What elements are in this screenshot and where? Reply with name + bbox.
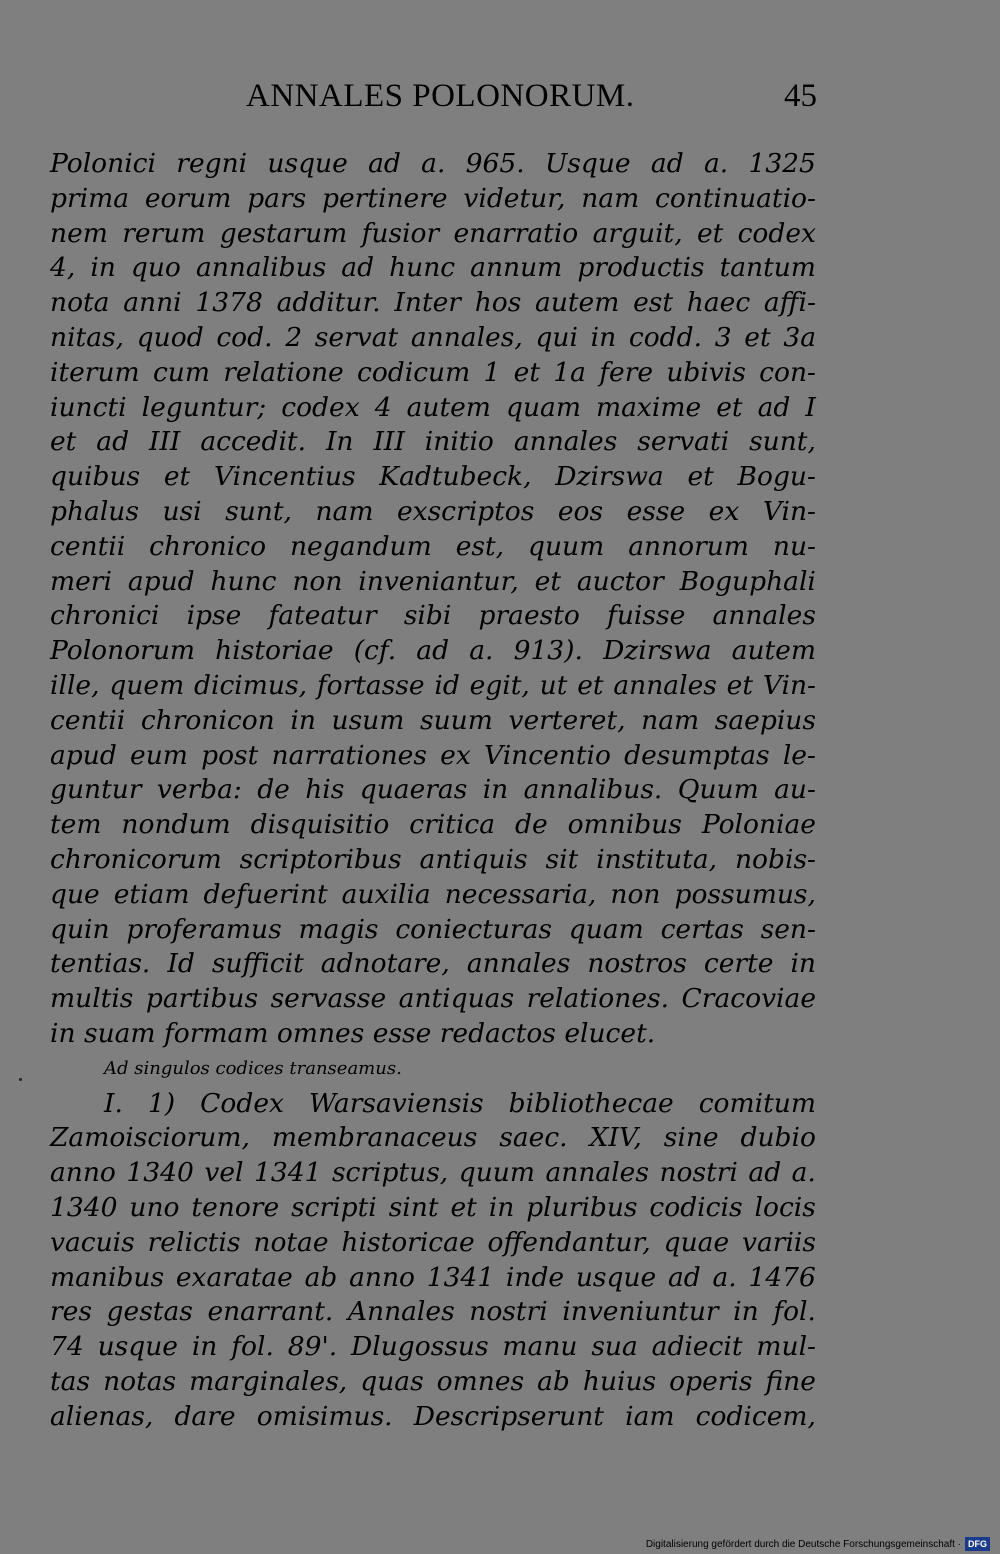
text-line: in suam formam omnes esse redactos elucet. [50, 1017, 656, 1049]
text-line: quibus et Vincentius Kadtubeck, Dzirswa et Bogu- [50, 461, 816, 493]
text-line: centii chronico negandum est, quum annorum nu- [50, 530, 816, 562]
dfg-logo-icon: DFG [965, 1537, 990, 1551]
text-line: chronicorum scriptoribus antiquis sit instituta, nobis- [50, 843, 816, 875]
text-line: tentias. Id sufficit adnotare, annales nostros certe in [50, 948, 816, 980]
text-line: 4, in quo annalibus ad hunc annum productis tantum [50, 252, 816, 284]
text-line: I. 1) Codex Warsaviensis bibliothecae comitum [104, 1087, 816, 1119]
page-header-title: ANNALES POLONORUM. [246, 78, 635, 114]
text-line: tem nondum disquisitio critica de omnibus Poloniae [50, 809, 816, 841]
footer-credit-text: Digitalisierung gefördert durch die Deutsche Forschungsgemeinschaft · [645, 1538, 961, 1550]
text-line: res gestas enarrant. Annales nostri inveniuntur in fol. [50, 1296, 816, 1328]
scan-speck [19, 1078, 22, 1081]
text-line: et ad III accedit. In III initio annales servati sunt, [50, 426, 816, 458]
text-line: nem rerum gestarum fusior enarratio arguit, et codex [50, 217, 816, 249]
text-line: multis partibus servasse antiquas relationes. Cracoviae [50, 983, 816, 1015]
text-line: anno 1340 vel 1341 scriptus, quum annales nostri ad a. [50, 1157, 816, 1189]
page-number: 45 [784, 78, 817, 114]
body-text [50, 147, 816, 1434]
text-line: quin proferamus magis coniecturas quam certas sen- [50, 913, 816, 945]
text-line: alienas, dare omisimus. Descripserunt iam codicem, [50, 1400, 816, 1432]
text-line: iterum cum relatione codicum 1 et 1a fere ubivis con- [50, 356, 816, 388]
text-line: vacuis relictis notae historicae offendantur, quae variis [50, 1226, 816, 1258]
text-line: iuncti leguntur; codex 4 autem quam maxime et ad I [50, 391, 816, 423]
text-line: 74 usque in fol. 89'. Dlugossus manu sua adiecit mul- [50, 1331, 816, 1363]
text-line: que etiam defuerint auxilia necessaria, non possumus, [50, 878, 816, 910]
text-line: Zamoisciorum, membranaceus saec. XIV, sine dubio [50, 1122, 816, 1154]
text-line: centii chronicon in usum suum verteret, nam saepius [50, 704, 816, 736]
text-line: manibus exaratae ab anno 1341 inde usque ad a. 1476 [50, 1261, 816, 1293]
text-line: Polonici regni usque ad a. 965. Usque ad a. 1325 [50, 148, 816, 179]
text-line: 1340 uno tenore scripti sint et in pluribus codicis locis [50, 1191, 816, 1223]
text-line: Ad singulos codices transeamus. [104, 1057, 402, 1079]
text-line: prima eorum pars pertinere videtur, nam continuatio- [50, 182, 816, 214]
text-line: Polonorum historiae (cf. ad a. 913). Dzirswa autem [50, 635, 816, 667]
text-line: tas notas marginales, quas omnes ab huius operis fine [50, 1365, 816, 1397]
text-line: nitas, quod cod. 2 servat annales, qui in codd. 3 et 3a [50, 321, 816, 353]
text-line: apud eum post narrationes ex Vincentio desumptas le- [50, 739, 816, 771]
text-line: ille, quem dicimus, fortasse id egit, ut et annales et Vin- [50, 669, 816, 701]
text-line: chronici ipse fateatur sibi praesto fuisse annales [50, 600, 816, 632]
text-line: phalus usi sunt, nam exscriptos eos esse ex Vin- [50, 495, 816, 527]
text-line: nota anni 1378 additur. Inter hos autem est haec affi- [50, 287, 816, 319]
text-line: meri apud hunc non inveniantur, et auctor Boguphali [50, 565, 816, 597]
text-line: guntur verba: de his quaeras in annalibus. Quum au- [50, 774, 816, 806]
footer-credit [646, 1536, 990, 1552]
running-header [0, 78, 1000, 118]
